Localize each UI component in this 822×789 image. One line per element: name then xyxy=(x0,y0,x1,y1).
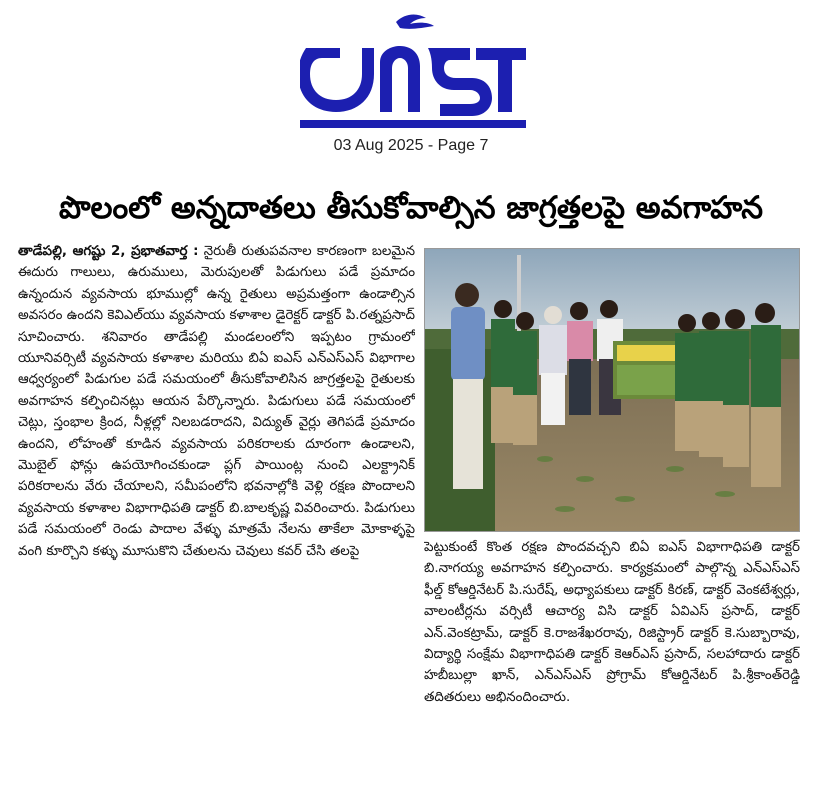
field-awareness-photo xyxy=(425,249,799,531)
article-paragraph: పెట్టుకుంటే కొంత రక్షణ పొందవచ్చని బిఏ ఐఎస్ విభాగాధిపతి డాక్టర్ బి.నాగయ్య అవగాహన కల్పించారు. కార్యక్రమంలో పాల్గొన్న ఎన్ఎస్ఎస్ ఫీల్డ్ కోఆర్డినేటర్ పి.సురేష్, అధ్యాపకులు డాక్టర్ కిరణ్, డాక్టర్ వెంకటేశ్వర్లు, వాలంటీర్లను వర్సిటీ ఆచార్య విసి డాక్టర్ ఏవిఎస్ ప్రసాద్, డాక్టర్ ఎన్.వెంకట్రామ్, డాక్టర్ కె.రాజశేఖరరావు, రిజిస్ట్రార్ డాక్టర్ కె.సుబ్బారావు, విద్యార్థి సంక్షేమ విభాగాధిపతి డాక్టర్ కెఆర్ఎస్ ప్రసాద్, సలహాదారు డాక్టర్ హబీబుల్లా ఖాన్, ఎన్ఎస్ఎస్ ప్రోగ్రామ్ కోఆర్డినేటర్ పి.శ్రీకాంత్‌రెడ్డి తదితరులు అభినందించారు. xyxy=(424,540,800,705)
vaartha-logo-mark xyxy=(300,8,526,130)
article-headline: పొలంలో అన్నదాతలు తీసుకోవాల్సిన జాగ్రత్తలపై అవగాహన xyxy=(58,190,764,226)
edition-date-page: 03 Aug 2025 - Page 7 xyxy=(333,137,489,154)
article-dateline: తాడేపల్లి, ఆగష్టు 2, ప్రభాతవార్త : xyxy=(18,244,199,259)
article-body-left-column xyxy=(18,241,415,783)
article-photo xyxy=(424,248,800,532)
article-paragraph xyxy=(18,241,415,562)
article-body-left-text: నైరుతీ రుతుపవనాల కారణంగా బలమైన ఈదురు గాలులు, ఉరుములు, మెరుపులతో పిడుగులు పడే ప్రమాదం ఉన్నందున వ్యవసాయ భూముల్లో ఉన్న రైతులు అప్రమత్తంగా ఉండాల్సిన అవసరం ఉందని కెవిఎల్‌యు వ్యవసాయ కళాశాల డైరెక్టర్ డాక్టర్ పి.రత్నప్రసాద్ సూచించారు. శనివారం తాడేపల్లి మండలంలోని ఇప్పటం గ్రామంలో యూనివర్సిటీ వ్యవసాయ కళాశాల మరియు బిఏ ఐఎస్ ఎన్ఎస్ఎస్ విభాగాల ఆధ్వర్యంలో పిడుగుల పడే సమయంలో తీసుకోవాలిసిన జాగ్రత్తలపై రైతులకు అవగాహన కల్పించినట్లు ఆయన పేర్కొన్నారు. పిడుగులు పడే సమయంలో చెట్లు, స్తంభాల క్రింద, నీళ్లల్లో నిలబడరాదని, విద్యుత్ వైర్లు తెగిపడే ప్రమాదం ఉందని, లోహంతో కూడిన వ్యవసాయ పరికరాలకు దూరంగా ఉండాలని, మొబైల్ ఫోన్లు ఉపయోగించకుండా ప్లగ్ పాయింట్ల నుంచి ఎలక్ట్రానిక్ పరికరాలను వేరు చేయాలని, సమీపంలోని భవనాల్లోకి వెళ్లి రక్షణ పొందాలని వ్యవసాయ కళాశాల విభాగాధిపతి డాక్టర్ బి.బాలకృష్ణ వివరించారు. పిడుగులు పడే సమయంలో రెండు పాదాల వేళ్ళు మాత్రమే నేలను తాకేలా మోకాళ్ళపై వంగి కూర్చొని కళ్ళు మూసుకొని చేతులను చెవులు కవర్ చేసి తలపై xyxy=(18,244,415,559)
article-body-right-column xyxy=(424,537,800,783)
masthead-logo xyxy=(300,8,526,130)
